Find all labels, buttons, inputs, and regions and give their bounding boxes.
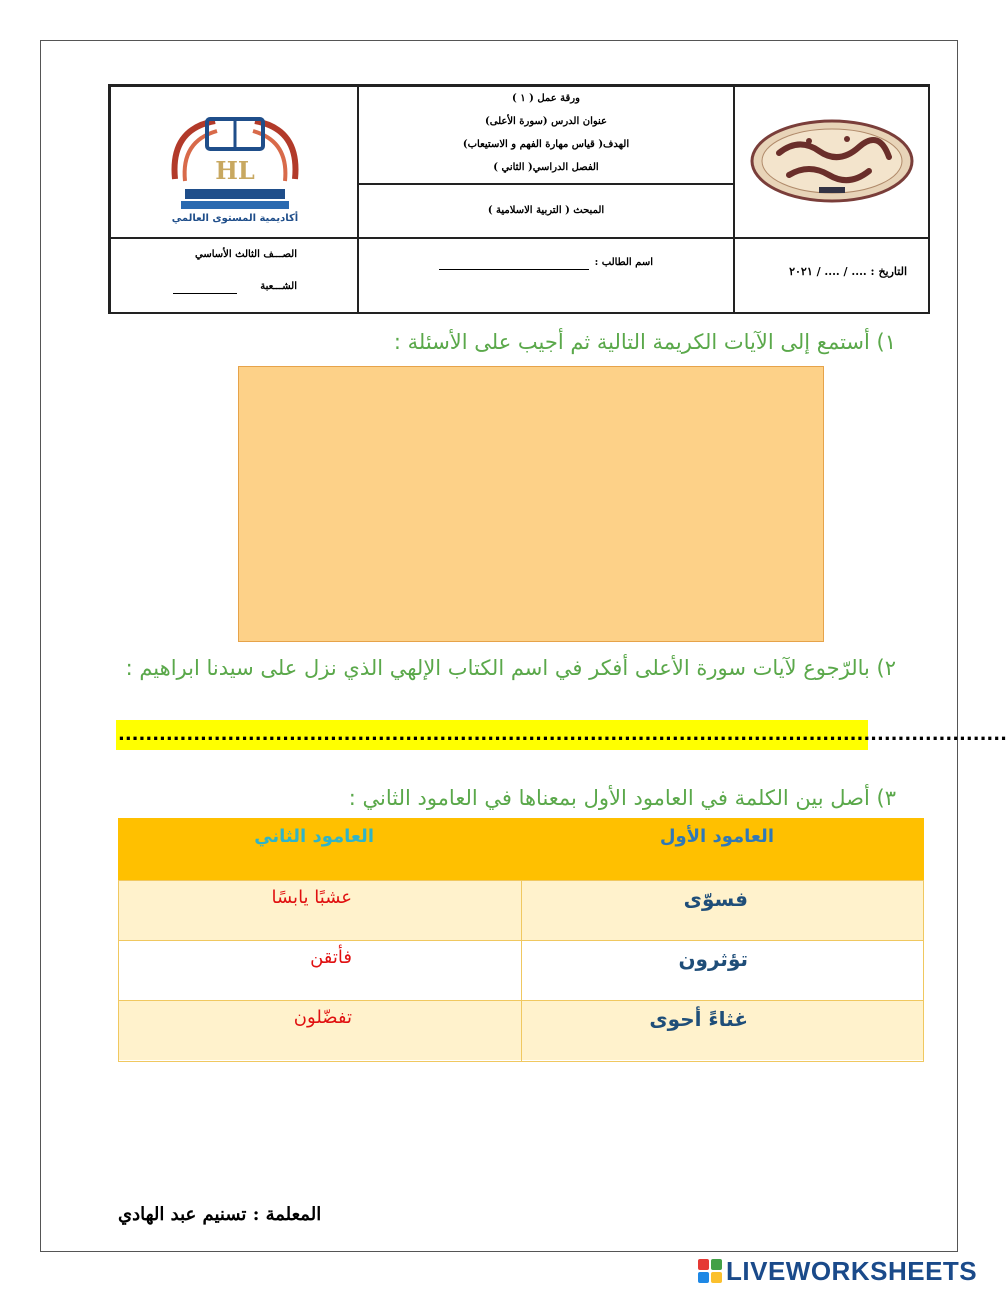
semester: الفصل الدراسي( الثاني ): [493, 162, 599, 173]
lesson-info-cell: [358, 86, 734, 184]
academy-initials: HL: [215, 156, 255, 185]
meaning-item[interactable]: فأتقن: [310, 947, 352, 968]
column-2-header: العامود الثاني: [254, 826, 374, 847]
question-3: ٣) أصل بين الكلمة في العامود الأول بمعناها في العامود الثاني :: [348, 786, 896, 810]
academy-caption: أكاديمية المستوى العالمي: [171, 213, 299, 224]
question-1: ١) أستمع إلى الآيات الكريمة التالية ثم أجيب على الأسئلة :: [393, 330, 896, 354]
right-logo-cell: [734, 86, 930, 238]
question-2: ٢) بالرّجوع لآيات سورة الأعلى أفكر في اسم الكتاب الإلهي الذي نزل على سيدنا ابراهيم :: [125, 656, 896, 680]
grade-label: الصـــف الثالث الأساسي: [195, 249, 297, 260]
worksheet-title: ورقة عمل ( ١ ): [512, 93, 580, 104]
word-item[interactable]: تؤثرون: [678, 947, 748, 971]
left-logo-cell: [110, 86, 358, 238]
audio-player-box[interactable]: [238, 366, 824, 642]
grade-cell: [110, 238, 358, 314]
student-name-cell: [358, 238, 734, 314]
word-item[interactable]: غثاءً أحوى: [649, 1007, 748, 1031]
matching-table-header: [118, 818, 924, 880]
liveworksheets-icon: [698, 1259, 722, 1283]
header-table: [108, 84, 930, 314]
matching-table: [118, 818, 924, 1062]
column-1-header: العامود الأول: [659, 826, 774, 847]
subject-cell: [358, 184, 734, 238]
date-field[interactable]: التاريخ : .... / .... / ٢٠٢١: [789, 265, 907, 278]
liveworksheets-text: LIVEWORKSHEETS: [726, 1255, 978, 1286]
teacher-name: المعلمة : تسنيم عبد الهادي: [118, 1204, 322, 1225]
column-divider: [521, 880, 522, 1062]
academy-logo-icon: [155, 109, 315, 229]
student-name-line[interactable]: [439, 269, 589, 270]
section-label: الشـــعبة: [260, 281, 297, 292]
word-item[interactable]: فسوّى: [683, 887, 748, 911]
date-cell: [734, 238, 930, 314]
arabic-logo-icon: [749, 117, 915, 205]
subject: المبحث ( التربية الاسلامية ): [487, 205, 605, 216]
section-line[interactable]: [173, 293, 237, 294]
lesson-objective: الهدف( قياس مهارة الفهم و الاستيعاب): [462, 139, 630, 150]
meaning-item[interactable]: تفضّلون: [293, 1007, 352, 1028]
liveworksheets-logo: [698, 1256, 977, 1286]
answer-dots: ..................................................................................................................................: [118, 724, 1007, 745]
lesson-title: عنوان الدرس (سورة الأعلى): [485, 116, 607, 127]
meaning-item[interactable]: عشبًا يابسًا: [271, 887, 352, 908]
student-name-label: اسم الطالب :: [594, 257, 653, 268]
